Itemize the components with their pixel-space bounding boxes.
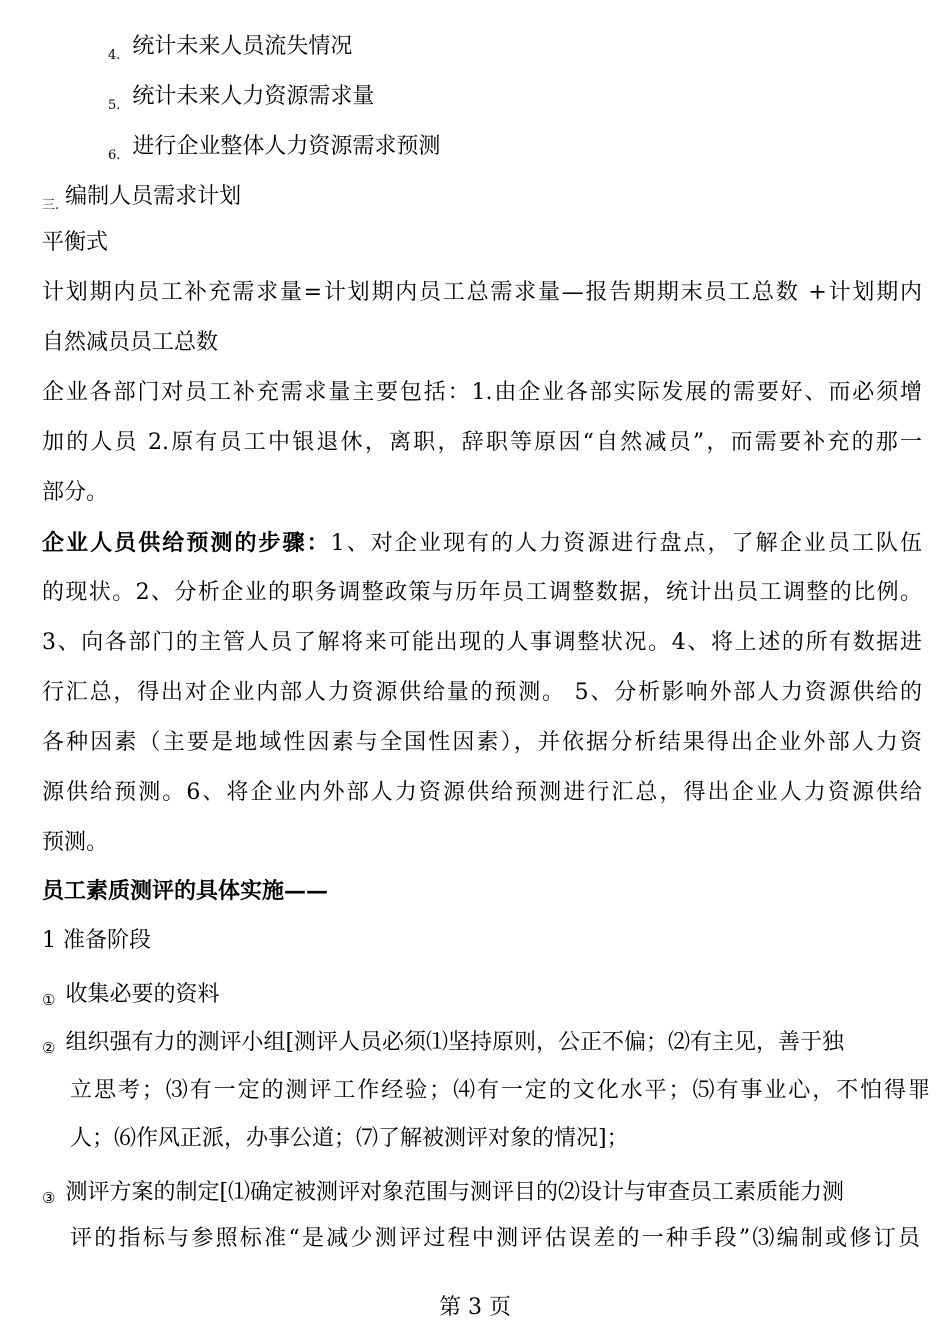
steps-line: 源供给预测。6、将企业内外部人力资源供给预测进行汇总，得出企业人力资源供给 (42, 780, 922, 805)
steps-line: 的现状。2、分析企业的职务调整政策与历年员工调整数据，统计出员工调整的比例。 (42, 580, 922, 605)
steps-line: 3、向各部门的主管人员了解将来可能出现的人事调整状况。4、将上述的所有数据进 (42, 630, 922, 655)
evaluation-heading: 员工素质测评的具体实施—— (42, 878, 329, 904)
list-item: ② 组织强有力的测评小组[测评人员必须⑴坚持原则，公正不偏；⑵有主见，善于独 (42, 1030, 845, 1057)
steps-title: 企业人员供给预测的步骤： (42, 530, 331, 556)
steps-text: 1、对企业现有的人力资源进行盘点，了解企业员工队伍 (330, 531, 922, 556)
list-a-item (108, 32, 352, 71)
steps-line: 预测。 (42, 830, 109, 855)
list-text: 统计未来人员流失情况 (132, 34, 353, 59)
list-text: 统计未来人力资源需求量 (132, 84, 375, 109)
steps-line: 行汇总，得出对企业内部人力资源供给量的预测。 5、分析影响外部人力资源供给的 (42, 680, 922, 705)
list-item: ① 收集必要的资料 (42, 982, 220, 1009)
section-number: 三. (42, 198, 60, 213)
list-a-item (108, 132, 440, 171)
list-item: ③ 测评方案的制定[⑴确定被测评对象范围与测评目的⑵设计与审查员工素质能力测 (42, 1180, 845, 1207)
supply-line: 企业各部门对员工补充需求量主要包括：1.由企业各部实际发展的需要好、而必须增 (42, 380, 922, 405)
formula-line: 计划期内员工补充需求量=计划期内员工总需求量—报告期期末员工总数 +计划期内 (42, 280, 922, 305)
section-heading (42, 182, 241, 221)
circled-number: ② (42, 1039, 56, 1057)
circled-number: ③ (42, 1189, 56, 1207)
steps-line (42, 528, 922, 559)
steps-line: 各种因素（主要是地域性因素与全国性因素），并依据分析结果得出企业外部人力资 (42, 730, 922, 755)
list-item-continuation: 评的指标与参照标准“是减少测评过程中测评估误差的一种手段”⑶编制或修订员 (70, 1226, 920, 1251)
list-number: 4. (108, 48, 121, 63)
stage-heading: 1 准备阶段 (42, 928, 151, 953)
list-a-item (108, 82, 374, 121)
list-number: 5. (108, 98, 121, 113)
page-number: 第 3 页 (439, 1295, 511, 1320)
formula-line: 自然减员员工总数 (42, 330, 219, 355)
list-item-continuation: 立思考；⑶有一定的测评工作经验；⑷有一定的文化水平；⑸有事业心，不怕得罪 (70, 1078, 930, 1103)
circled-number: ① (42, 991, 56, 1009)
supply-line: 加的人员 2.原有员工中银退休，离职，辞职等原因“自然减员”，而需要补充的那一 (42, 430, 922, 455)
supply-line: 部分。 (42, 480, 109, 505)
list-text: 进行企业整体人力资源需求预测 (132, 134, 441, 159)
list-number: 6. (108, 148, 121, 163)
balance-label: 平衡式 (42, 230, 109, 255)
section-title: 编制人员需求计划 (65, 184, 242, 209)
list-item-continuation: 人；⑹作风正派，办事公道；⑺了解被测评对象的情况]； (70, 1126, 629, 1151)
